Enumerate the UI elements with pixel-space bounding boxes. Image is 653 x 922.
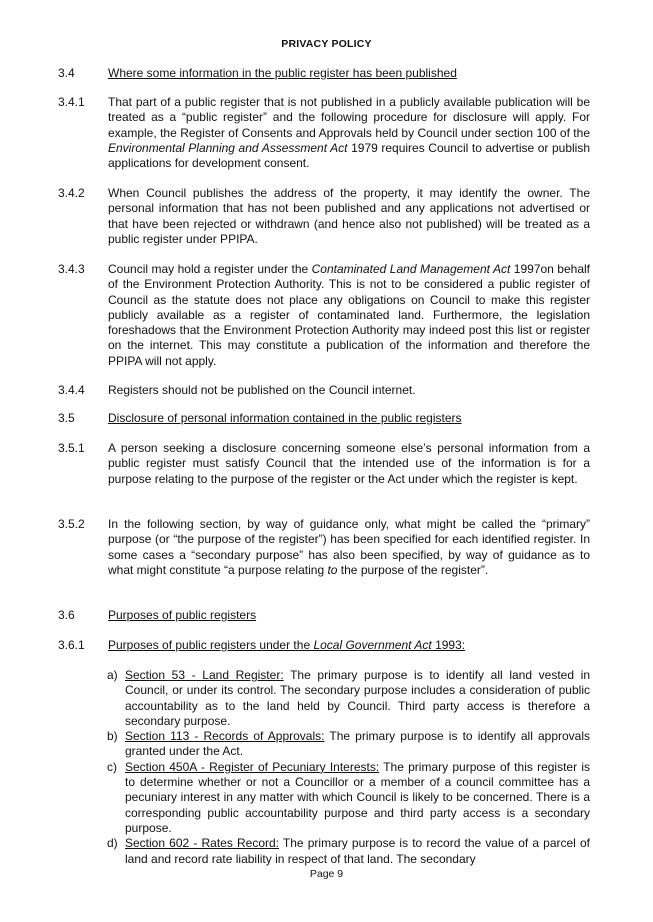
act-name: Local Government Act	[313, 638, 432, 652]
section-3-6	[58, 608, 590, 623]
list-item-text: The primary purpose of this register is to determine whether or not a Councillor or a member of a council committee has a pecuniary interest in any matter with which Council is likely to be concerned. There is a corresponding public accountability purpose and third party access is a secondary purpose.	[125, 759, 590, 835]
paragraph-text: 1979 requires Council to advertise or publish applications for development consent.	[108, 140, 590, 171]
list-item-text: The primary purpose is to identify all approvals granted under the Act.	[125, 729, 591, 759]
list-item-label: c)	[107, 759, 117, 774]
list-item-label: d)	[107, 836, 118, 851]
section-3-4	[58, 66, 590, 81]
section-number: 3.6	[58, 608, 75, 622]
paragraph	[108, 262, 590, 369]
section-3-4-4	[58, 383, 590, 398]
list-item-title: Section 602 - Rates Record:	[125, 836, 279, 851]
list-item-label: b)	[107, 729, 118, 744]
section-number: 3.4.4	[58, 383, 85, 397]
list-item-title: Section 450A - Register of Pecuniary Interests:	[125, 759, 380, 774]
list-item	[107, 760, 590, 836]
section-heading: Purposes of public registers	[108, 608, 257, 622]
section-number: 3.4.3	[58, 262, 85, 276]
paragraph-text: 1997on behalf of the Environment Protection Authority. This is not to be considered a public register of Council as the statute does not place any obligations on Council to make this register publicly available as a register of contaminated land. Furthermore, the legislation foreshadows that the Environment Protection Authority may indeed post this list or register on the internet. This may constitute a publication of the information and therefore the PPIPA will not apply.	[108, 262, 590, 368]
page-number: Page 9	[309, 868, 344, 880]
section-number: 3.5	[58, 411, 75, 425]
list-item	[107, 668, 590, 729]
section-number: 3.4.2	[58, 186, 85, 200]
section-number: 3.6.1	[58, 638, 85, 652]
paragraph-text: the purpose of the register”.	[337, 562, 489, 577]
section-3-5-1	[58, 441, 590, 487]
list-item-title: Section 113 - Records of Approvals:	[125, 729, 325, 744]
emphasis: to	[327, 562, 338, 577]
paragraph: A person seeking a disclosure concerning someone else’s personal information from a public register must satisfy Council that the intended use of the information is for a purpose relating to the purpose of the register or the Act under which the register is kept.	[108, 441, 590, 486]
list-item	[107, 836, 590, 867]
section-number: 3.5.1	[58, 441, 85, 455]
section-number: 3.5.2	[58, 517, 85, 531]
heading-text: 1993:	[431, 638, 466, 652]
page-title: PRIVACY POLICY	[281, 38, 372, 50]
paragraph-text: That part of a public register that is not published in a publicly available publication will be treated as a “public register” and the following procedure for disclosure will apply. For example, the Register of Consents and Approvals held by Council under section 100 of the	[108, 95, 590, 140]
paragraph: When Council publishes the address of the property, it may identify the owner. The personal information that has not been published and any applications not advertised or that have been rejected or withdrawn (and hence also not published) will be treated as a public register under PPIPA.	[108, 186, 590, 246]
list-item-label: a)	[107, 668, 118, 682]
act-name: Environmental Planning and Assessment Act	[108, 140, 348, 155]
list-item-text: The primary purpose is to identify all land vested in Council, or under its control. The secondary purpose includes a consideration of public accountability as to the land held by Council. Third party access is therefore a secondary purpose.	[125, 668, 590, 728]
section-heading	[108, 638, 590, 653]
paragraph-text: In the following section, by way of guidance only, what might be called the “primary” purpose (or “the purpose of the register”) has been specified for each identified register. In some cases a “secondary purpose” has also been specified, by way of guidance as to what might constitute “a purpose relating	[108, 517, 590, 577]
paragraph-text: Council may hold a register under the	[108, 262, 312, 276]
register-purposes-list	[107, 668, 590, 867]
section-3-5-2	[58, 517, 590, 578]
section-heading: Disclosure of personal information contained in the public registers	[108, 411, 462, 425]
heading-text: Purposes of public registers under the	[108, 638, 314, 652]
section-3-6-1	[58, 638, 590, 653]
act-name: Contaminated Land Management Act	[311, 262, 511, 276]
list-item-text: The primary purpose is to record the value of a parcel of land and record rate liability in respect of that land. The secondary	[125, 836, 591, 866]
list-item	[107, 729, 590, 760]
section-number: 3.4	[58, 66, 75, 80]
section-3-4-1	[58, 95, 590, 171]
section-3-5	[58, 411, 590, 426]
paragraph: Registers should not be published on the Council internet.	[108, 383, 416, 397]
section-heading: Where some information in the public register has been published	[108, 66, 457, 80]
paragraph	[108, 517, 590, 578]
section-3-4-3	[58, 262, 590, 369]
section-number: 3.4.1	[58, 95, 85, 109]
section-3-4-2	[58, 186, 590, 247]
list-item-title: Section 53 - Land Register:	[125, 668, 284, 682]
paragraph	[108, 95, 590, 171]
